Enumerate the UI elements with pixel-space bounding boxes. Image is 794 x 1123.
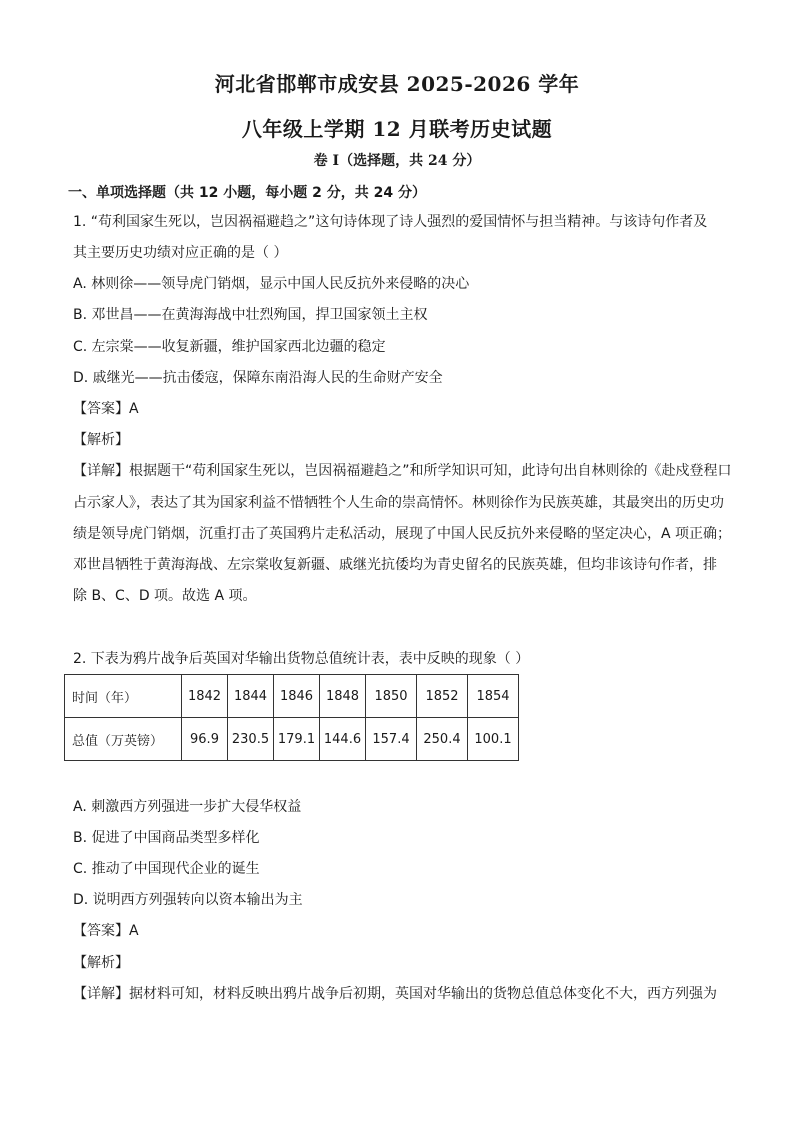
q1-option-b: B. 邓世昌——在黄海海战中壮烈殉国，捍卫国家领土主权	[73, 307, 428, 323]
q2-option-c: C. 推动了中国现代企业的诞生	[73, 861, 260, 877]
q1-option-c: C. 左宗棠——收复新疆，维护国家西北边疆的稳定	[73, 339, 386, 355]
table-cell-value: 100.1	[468, 718, 519, 761]
q2-option-d: D. 说明西方列强转向以资本输出为主	[73, 892, 303, 908]
table-cell-year: 1852	[417, 675, 468, 718]
q1-stem-line2: 其主要历史功绩对应正确的是（ ）	[73, 245, 288, 261]
table-cell-value: 230.5	[228, 718, 274, 761]
q1-detail-line: 占示家人》，表达了其为国家利益不惜牺牲个人生命的崇高情怀。林则徐作为民族英雄，其最突出的历史功	[73, 495, 724, 511]
volume-subtitle: 卷 I（选择题，共 24 分）	[313, 153, 481, 169]
table-row-label: 时间（年）	[65, 675, 182, 718]
table-cell-value: 144.6	[320, 718, 366, 761]
q2-analysis-label: 【解析】	[73, 955, 129, 971]
export-value-table	[64, 674, 519, 761]
table-row	[65, 675, 519, 718]
table-cell-year: 1844	[228, 675, 274, 718]
q1-detail-line: 除 B、C、D 项。故选 A 项。	[73, 588, 257, 604]
exam-title-line2: 八年级上学期 12 月联考历史试题	[241, 117, 553, 141]
q2-detail-line: 【详解】据材料可知，材料反映出鸦片战争后初期，英国对华输出的货物总值总体变化不大，西方列强为	[73, 986, 717, 1002]
table-cell-value: 96.9	[182, 718, 228, 761]
table-cell-value: 179.1	[274, 718, 320, 761]
exam-title-line1: 河北省邯郸市成安县 2025-2026 学年	[214, 72, 580, 96]
q1-detail-line: 邓世昌牺牲于黄海海战、左宗棠收复新疆、戚继光抗倭均为青史留名的民族英雄，但均非该诗句作者，排	[73, 557, 717, 573]
q1-detail-line: 绩是领导虎门销烟，沉重打击了英国鸦片走私活动，展现了中国人民反抗外来侵略的坚定决心，A 项正确；	[73, 526, 732, 542]
table-cell-year: 1850	[366, 675, 417, 718]
q2-answer: 【答案】A	[73, 923, 139, 939]
q2-option-a: A. 刺激西方列强进一步扩大侵华权益	[73, 799, 302, 815]
q1-answer: 【答案】A	[73, 401, 139, 417]
q1-analysis-label: 【解析】	[73, 432, 129, 448]
table-cell-year: 1846	[274, 675, 320, 718]
section-heading: 一、单项选择题（共 12 小题，每小题 2 分，共 24 分）	[68, 185, 426, 201]
table-cell-year: 1854	[468, 675, 519, 718]
q1-stem-line1: 1. “苟利国家生死以，岂因祸福避趋之”这句诗体现了诗人强烈的爱国情怀与担当精神。与该诗句作者及	[73, 214, 708, 230]
table-cell-year: 1842	[182, 675, 228, 718]
q1-option-d: D. 戚继光——抗击倭寇，保障东南沿海人民的生命财产安全	[73, 370, 443, 386]
table-cell-value: 157.4	[366, 718, 417, 761]
q1-option-a: A. 林则徐——领导虎门销烟，显示中国人民反抗外来侵略的决心	[73, 276, 470, 292]
q2-stem: 2. 下表为鸦片战争后英国对华输出货物总值统计表，表中反映的现象（ ）	[73, 651, 530, 667]
table-row	[65, 718, 519, 761]
q2-option-b: B. 促进了中国商品类型多样化	[73, 830, 260, 846]
table-cell-value: 250.4	[417, 718, 468, 761]
q1-detail-line: 【详解】根据题干“苟利国家生死以，岂因祸福避趋之”和所学知识可知，此诗句出自林则徐的《赴戍登程口	[73, 463, 732, 479]
table-cell-year: 1848	[320, 675, 366, 718]
table-row-label: 总值（万英镑）	[65, 718, 182, 761]
